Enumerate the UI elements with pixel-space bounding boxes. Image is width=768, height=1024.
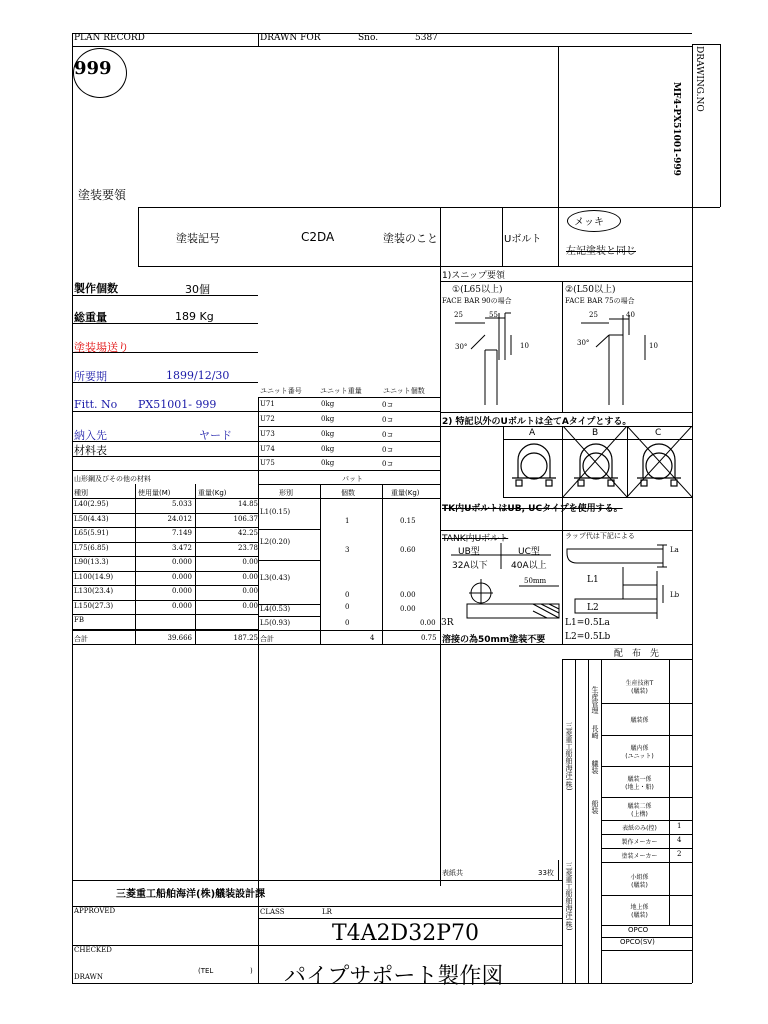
qty-value: 30個 [185, 283, 210, 296]
pad-count: 0 [345, 603, 350, 611]
angle-30-b: 30° [577, 339, 590, 347]
pad-type: L3(0.43) [260, 574, 291, 582]
approved-label: APPROVED [74, 907, 116, 915]
pad-total-count: 4 [370, 634, 375, 642]
pad-header-count: 個数 [341, 489, 355, 497]
pad-title: パット [342, 475, 363, 483]
opco-label: OPCO [628, 926, 649, 934]
ubolt-label: Uボルト [504, 234, 542, 245]
dim-25-a: 25 [454, 311, 463, 319]
materials-section-title: 山形鋼及びその他の材料 [74, 475, 151, 483]
pad-type: L1(0.15) [260, 508, 291, 516]
pad-type: L5(0.93) [260, 619, 291, 627]
sno-label: Sno. [358, 33, 379, 43]
dist-sub-a: 生産管理 [591, 686, 599, 714]
snip-title: 1)スニップ要領 [442, 271, 505, 281]
circle-number: 999 [74, 58, 112, 79]
drawn-for-label: DRAWN FOR [260, 33, 321, 43]
plan-record-label: PLAN RECORD [74, 33, 145, 43]
mat-total-weight: 187.25 [233, 634, 258, 642]
pad-total-label: 合計 [260, 635, 274, 643]
fitt-value: PX51001- 999 [138, 398, 217, 411]
class-value: LR [322, 908, 332, 916]
tank-ubolt-diagram [441, 541, 562, 631]
pad-header-type: 形別 [279, 489, 293, 497]
facebar-2: FACE BAR 75の場合 [565, 297, 635, 305]
lap-formula-1: L1=0.5La [565, 618, 610, 628]
dist-sub-c: 艤装 [591, 760, 599, 774]
company-name: 三菱重工船舶海洋(株)艤装設計課 [116, 889, 266, 900]
delivery-label: 納入先 [74, 429, 107, 442]
distribution-title: 配 布 先 [614, 649, 660, 659]
lap-title: ラップ代は下記による [565, 532, 635, 540]
mat-header-length: 使用量(M) [138, 489, 171, 497]
drawing-no-value: MF4-PX51001-999 [671, 82, 681, 176]
snip-diagram [441, 305, 691, 411]
tk-ubolt-note: TK内UボルトはUB, UCタイプを使用する。 [442, 504, 623, 514]
ubolt-note: 2) 特記以外のUボルトは全てAタイプとする。 [442, 417, 632, 427]
drawing-no-label: DRAWING.NO [694, 46, 704, 112]
unit-header-count: ユニット個数 [383, 387, 425, 395]
unit-header-weight: ユニット重量 [320, 387, 362, 395]
dist-group-2: 三菱重工船舶海洋(株) [565, 862, 573, 931]
tel-close: ) [250, 967, 253, 975]
pad-count: 3 [345, 546, 350, 554]
pad-type: L2(0.20) [260, 538, 291, 546]
ubolt-type-b: B [592, 428, 599, 438]
paint-send-label: 塗装場送り [74, 341, 129, 354]
dim-40: 40 [626, 311, 635, 319]
dim-25-b: 25 [589, 311, 598, 319]
pad-type: L4(0.53) [260, 605, 291, 613]
ubolt-type-c: C [655, 428, 662, 438]
radius-3r: 3R [441, 618, 454, 628]
paint-code-value: C2DA [301, 230, 335, 244]
covers-label: 表紙共 [442, 869, 463, 877]
mekki-text: メッキ [574, 217, 604, 228]
weight-label: 総重量 [74, 311, 107, 324]
dist-sub-b: 長崎 [591, 725, 599, 739]
lap-lb: Lb [670, 591, 680, 599]
delivery-value: ヤード [199, 429, 232, 442]
pad-weight: 0.00 [420, 619, 436, 627]
dim-55: 55 [489, 311, 498, 319]
pad-weight: 0.15 [400, 517, 416, 525]
dim-50mm: 50mm [524, 577, 547, 585]
lap-l1: L1 [587, 575, 599, 585]
angle-30-a: 30° [455, 343, 468, 351]
pad-count: 0 [345, 619, 350, 627]
weld-note: 溶接の為50mm塗装不要 [442, 635, 546, 645]
dim-10-a: 10 [520, 342, 529, 350]
drawing-title: パイプサポート製作図 [284, 964, 504, 989]
covers-value: 33枚 [538, 869, 554, 877]
dim-10-b: 10 [649, 342, 658, 350]
lap-l2: L2 [587, 603, 599, 613]
dist-group-1: 三菱重工船舶海洋(株) [565, 722, 573, 791]
paint-note: 塗装のこと [383, 232, 438, 245]
paint-section-title: 塗装要領 [78, 188, 127, 202]
qty-label: 製作個数 [74, 282, 118, 295]
paint-code-label: 塗装記号 [176, 232, 220, 245]
ubolt-type-a: A [529, 428, 536, 438]
mat-header-type: 種別 [74, 489, 88, 497]
lap-formula-2: L2=0.5Lb [565, 632, 611, 642]
drawing-code: T4A2D32P70 [332, 921, 479, 946]
dist-sub-d: 船装 [591, 800, 599, 814]
snip-option-2: ②(L50以上) [565, 285, 616, 295]
facebar-1: FACE BAR 90の場合 [442, 297, 512, 305]
uc-size: 40A以上 [511, 561, 547, 571]
checked-label: CHECKED [74, 946, 112, 954]
due-value: 1899/12/30 [166, 369, 230, 382]
unit-header-no: ユニット番号 [260, 387, 302, 395]
due-label: 所要期 [74, 370, 107, 383]
pad-weight: 0.00 [400, 591, 416, 599]
snip-option-1: ①(L65以上) [452, 285, 503, 295]
pad-weight: 0.60 [400, 546, 416, 554]
pad-total-weight: 0.75 [421, 634, 437, 642]
materials-label: 材料表 [74, 444, 107, 457]
tel-label: (TEL [198, 967, 214, 975]
ubolt-icons [504, 440, 692, 496]
mat-header-weight: 重量(Kg) [198, 489, 227, 497]
mat-total-length: 39.666 [167, 634, 192, 642]
lap-la: La [670, 546, 679, 554]
sno-value: 5387 [415, 33, 438, 43]
drawn-label: DRAWN [74, 973, 103, 981]
class-label: CLASS [260, 908, 285, 916]
pad-header-weight: 重量(Kg) [391, 489, 420, 497]
ub-size: 32A以下 [452, 561, 488, 571]
pad-count: 0 [345, 591, 350, 599]
tank-ubolt-title: TANK内Uボルト [442, 534, 509, 544]
weight-value: 189 Kg [175, 310, 214, 323]
same-as-above-text: 左記塗装と同じ [566, 246, 636, 257]
mat-total-label: 合計 [74, 635, 88, 643]
pad-count: 1 [345, 517, 350, 525]
fitt-label: Fitt. No [74, 398, 118, 411]
uc-type: UC型 [518, 547, 540, 557]
opco-sv-label: OPCO(SV) [620, 938, 655, 946]
pad-weight: 0.00 [400, 605, 416, 613]
ub-type: UB型 [458, 547, 480, 557]
